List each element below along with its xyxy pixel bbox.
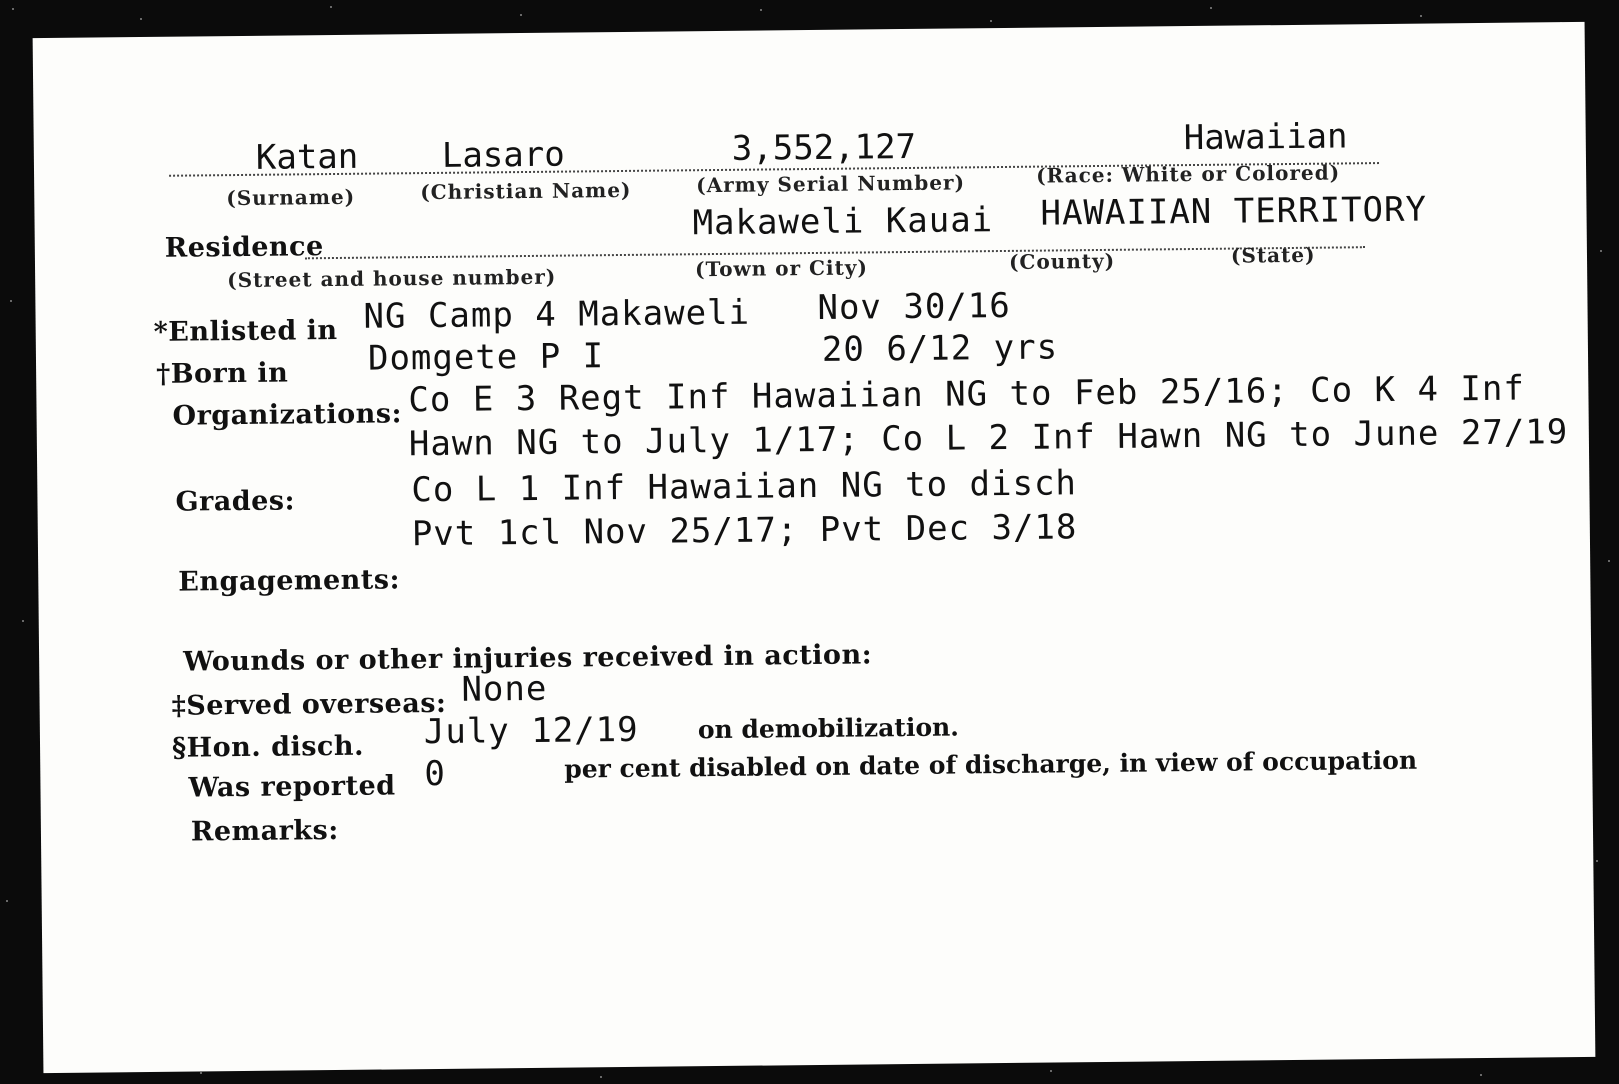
service-record-card [33, 22, 1596, 1073]
christian-name-caption: (Christian Name) [420, 177, 632, 205]
discharge-date-value: July 12/19 [423, 709, 639, 753]
county-caption: (County) [1008, 248, 1116, 274]
race-caption: (Race: White or Colored) [1035, 160, 1341, 188]
grades-label: Grades: [175, 485, 296, 518]
serial-number-value: 3,552,127 [731, 126, 917, 169]
residence-label: Residence [164, 231, 324, 264]
wounds-label: Wounds or other injuries received in action: [183, 639, 873, 678]
surname-caption: (Surname) [226, 184, 356, 211]
serial-number-caption: (Army Serial Number) [696, 170, 966, 198]
enlisted-date-value: Nov 30/16 [817, 285, 1011, 328]
grades-value: Pvt 1cl Nov 25/17; Pvt Dec 3/18 [411, 507, 1078, 555]
town-caption: (Town or City) [694, 255, 868, 282]
born-label: †Born in [155, 357, 289, 390]
organizations-label: Organizations: [172, 398, 403, 432]
discharge-suffix: on demobilization. [697, 712, 960, 745]
born-age-value: 20 6/12 yrs [821, 327, 1059, 370]
organization-line-1: Co E 3 Regt Inf Hawaiian NG to Feb 25/16; Co K 4 Inf [408, 368, 1526, 421]
engagements-label: Engagements: [178, 564, 401, 598]
organization-line-2: Hawn NG to July 1/17; Co L 2 Inf Hawn NG to June 27/19 [408, 412, 1569, 465]
enlisted-place-value: NG Camp 4 Makaweli [363, 292, 751, 337]
residence-state-value: HAWAIIAN TERRITORY [1040, 189, 1428, 234]
surname-value: Katan [255, 136, 359, 178]
reported-suffix: per cent disabled on date of discharge, in view of occupation [564, 745, 1418, 784]
residence-town-value: Makaweli Kauai [692, 200, 994, 244]
born-place-value: Domgete P I [367, 336, 605, 379]
street-caption: (Street and house number) [227, 264, 557, 293]
remarks-label: Remarks: [190, 814, 339, 848]
race-value: Hawaiian [1183, 116, 1348, 159]
reported-label: Was reported [188, 770, 396, 804]
christian-name-value: Lasaro [441, 134, 565, 176]
overseas-value: None [461, 668, 548, 710]
organization-line-3: Co L 1 Inf Hawaiian NG to disch [411, 463, 1078, 511]
reported-value: 0 [424, 753, 447, 795]
state-caption: (State) [1230, 242, 1316, 268]
overseas-label: ‡Served overseas: [171, 687, 447, 722]
enlisted-label: *Enlisted in [153, 314, 338, 348]
discharge-label: §Hon. disch. [171, 730, 365, 764]
